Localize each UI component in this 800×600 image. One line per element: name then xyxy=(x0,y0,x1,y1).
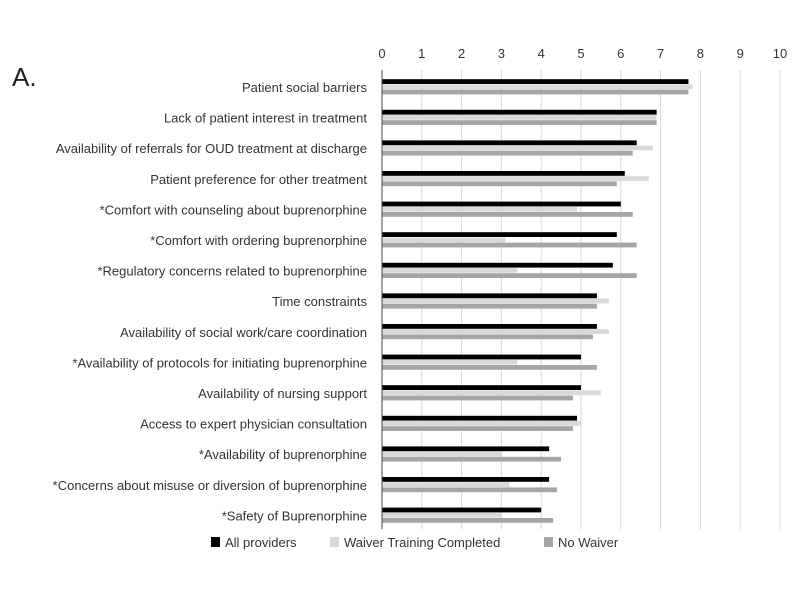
category-label: *Comfort with counseling about buprenorphine xyxy=(99,202,367,218)
bar-no-waiver xyxy=(382,120,657,125)
bar-all-providers xyxy=(382,263,613,268)
bar-all-providers xyxy=(382,232,617,237)
bar-waiver-training xyxy=(382,84,692,89)
category-label: Availability of social work/care coordination xyxy=(120,324,367,340)
legend-item xyxy=(330,535,500,550)
x-tick-label: 7 xyxy=(656,46,665,61)
category-label: Availability of nursing support xyxy=(198,386,367,401)
bar-no-waiver xyxy=(382,426,573,431)
category-label: *Concerns about misuse or diversion of buprenorphine xyxy=(52,477,367,493)
bar-all-providers xyxy=(382,293,597,298)
legend-label: Waiver Training Completed xyxy=(344,535,501,550)
bar-no-waiver xyxy=(382,181,617,186)
bar-all-providers xyxy=(382,79,688,84)
category-label: Access to expert physician consultation xyxy=(140,416,367,432)
bar-waiver-training xyxy=(382,299,609,304)
bar-waiver-training xyxy=(382,390,601,395)
bar-waiver-training xyxy=(382,513,501,518)
category-label: Patient preference for other treatment xyxy=(150,171,367,187)
bar-no-waiver xyxy=(382,243,637,248)
bar-all-providers xyxy=(382,140,637,145)
category-label: Availability of referrals for OUD treatment at discharge xyxy=(55,141,367,157)
bar-all-providers xyxy=(382,324,597,329)
bar-all-providers xyxy=(382,385,581,390)
category-label: *Regulatory concerns related to buprenorphine xyxy=(97,263,367,279)
category-label: Time constraints xyxy=(272,294,367,310)
category-label: *Availability of buprenorphine xyxy=(198,447,367,463)
legend-item xyxy=(211,535,297,550)
bar-no-waiver xyxy=(382,487,557,492)
bar-waiver-training xyxy=(382,452,501,457)
bar-no-waiver xyxy=(382,273,637,278)
legend-swatch xyxy=(544,537,553,547)
bar-waiver-training xyxy=(382,115,657,120)
panel-label: A. xyxy=(12,62,37,92)
bar-no-waiver xyxy=(382,518,553,523)
bar-all-providers xyxy=(382,110,657,115)
x-tick-label: 1 xyxy=(418,46,426,61)
bar-waiver-training xyxy=(382,146,653,151)
bar-no-waiver xyxy=(382,151,633,156)
bar-waiver-training xyxy=(382,207,577,212)
legend-item xyxy=(544,535,619,550)
bar-all-providers xyxy=(382,477,549,482)
bar-no-waiver xyxy=(382,90,688,95)
bar-waiver-training xyxy=(382,176,649,181)
bar-no-waiver xyxy=(382,396,573,401)
bar-waiver-training xyxy=(382,329,609,334)
bar-no-waiver xyxy=(382,212,633,217)
bar-all-providers xyxy=(382,171,625,176)
bar-waiver-training xyxy=(382,268,517,273)
bar-all-providers xyxy=(382,446,549,451)
legend-swatch xyxy=(330,537,339,547)
bar-waiver-training xyxy=(382,237,505,242)
bar-all-providers xyxy=(382,202,621,207)
legend xyxy=(211,535,619,550)
bar-waiver-training xyxy=(382,421,581,426)
category-labels xyxy=(53,80,368,523)
bar-all-providers xyxy=(382,355,581,360)
bar-no-waiver xyxy=(382,457,561,462)
x-tick-label: 8 xyxy=(696,46,705,61)
category-label: Lack of patient interest in treatment xyxy=(163,110,367,126)
category-label: Patient social barriers xyxy=(242,80,367,95)
x-tick-label: 5 xyxy=(577,46,585,61)
bar-all-providers xyxy=(382,416,577,421)
bar-waiver-training xyxy=(382,360,517,365)
bar-no-waiver xyxy=(382,365,597,370)
x-tick-label: 0 xyxy=(378,46,386,61)
bar-waiver-training xyxy=(382,482,509,487)
x-axis-ticks xyxy=(378,46,787,61)
bar-all-providers xyxy=(382,508,541,513)
x-tick-label: 2 xyxy=(457,46,466,61)
x-tick-label: 6 xyxy=(617,46,625,61)
bars xyxy=(382,79,692,523)
bar-no-waiver xyxy=(382,304,597,309)
bar-no-waiver xyxy=(382,334,593,339)
x-tick-label: 4 xyxy=(537,46,545,61)
category-label: *Safety of Buprenorphine xyxy=(221,508,367,524)
legend-label: No Waiver xyxy=(558,535,619,550)
x-tick-label: 9 xyxy=(736,46,744,61)
category-label: *Availability of protocols for initiating buprenorphine xyxy=(72,355,367,371)
x-tick-label: 3 xyxy=(497,46,506,61)
legend-label: All providers xyxy=(225,535,297,550)
legend-swatch xyxy=(211,537,220,547)
category-label: *Comfort with ordering buprenorphine xyxy=(150,233,367,248)
x-tick-label: 10 xyxy=(772,46,788,61)
